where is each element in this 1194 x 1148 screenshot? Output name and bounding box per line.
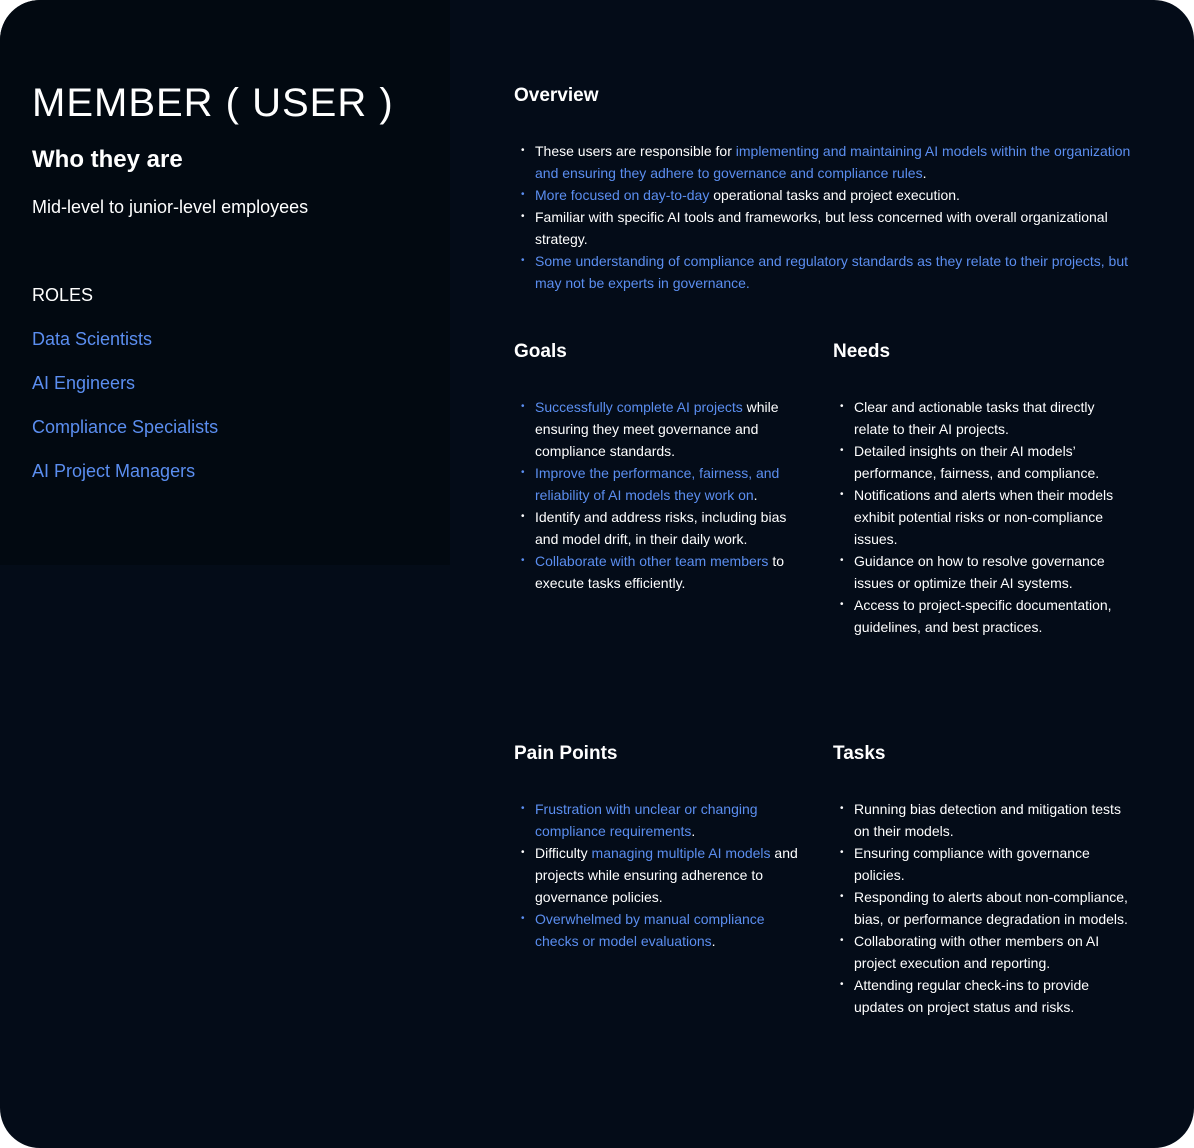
pain-point-item: • Overwhelmed by manual compliance checks or model evaluations.: [514, 908, 799, 952]
overview-item: • Some understanding of compliance and regulatory standards as they relate to their projects, but may not be experts in governance.: [514, 250, 1154, 294]
overview-section: [514, 84, 1154, 294]
roles-heading: ROLES: [32, 285, 94, 305]
who-they-are-heading: Who they are: [32, 146, 183, 173]
task-item: • Ensuring compliance with governance policies.: [833, 842, 1138, 886]
pain-point-item: • Frustration with unclear or changing compliance requirements.: [514, 798, 799, 842]
need-item: • Notifications and alerts when their models exhibit potential risks or non-compliance issues.: [833, 484, 1133, 550]
need-item: • Access to project-specific documentation, guidelines, and best practices.: [833, 594, 1133, 638]
pain-points-list: [514, 798, 799, 952]
role-ai-project-managers[interactable]: AI Project Managers: [32, 461, 196, 481]
roles-list: [32, 327, 218, 503]
need-item: • Clear and actionable tasks that directly relate to their AI projects.: [833, 396, 1133, 440]
persona-sidebar: [0, 0, 450, 565]
overview-item: • These users are responsible for implementing and maintaining AI models within the organization and ensuring they adhere to governance and compliance rules.: [514, 140, 1154, 184]
pain-points-section: [514, 742, 799, 952]
need-item: • Detailed insights on their AI models’ performance, fairness, and compliance.: [833, 440, 1133, 484]
persona-title: MEMBER ( USER ): [32, 81, 394, 125]
goal-item: • Collaborate with other team members to execute tasks efficiently.: [514, 550, 799, 594]
goals-heading: Goals: [514, 341, 567, 362]
task-item: • Running bias detection and mitigation tests on their models.: [833, 798, 1138, 842]
overview-heading: Overview: [514, 85, 599, 106]
goal-item: • Identify and address risks, including bias and model drift, in their daily work.: [514, 506, 799, 550]
needs-heading: Needs: [833, 341, 891, 362]
task-item: • Collaborating with other members on AI project execution and reporting.: [833, 930, 1138, 974]
role-compliance-specialists[interactable]: Compliance Specialists: [32, 417, 219, 437]
needs-list: [833, 396, 1133, 638]
task-item: • Attending regular check-ins to provide updates on project status and risks.: [833, 974, 1138, 1018]
goals-list: [514, 396, 799, 594]
goals-section: [514, 340, 799, 594]
pain-points-heading: Pain Points: [514, 743, 618, 764]
role-data-scientists[interactable]: Data Scientists: [32, 329, 153, 349]
tasks-list: [833, 798, 1138, 1018]
overview-list: [514, 140, 1154, 294]
overview-item: • Familiar with specific AI tools and frameworks, but less concerned with overall organizational strategy.: [514, 206, 1154, 250]
goal-item: • Improve the performance, fairness, and reliability of AI models they work on.: [514, 462, 799, 506]
overview-item: • More focused on day-to-day operational tasks and project execution.: [514, 184, 1154, 206]
task-item: • Responding to alerts about non-compliance, bias, or performance degradation in models.: [833, 886, 1138, 930]
tasks-section: [833, 742, 1138, 1018]
needs-section: [833, 340, 1133, 638]
who-they-are-text: Mid-level to junior-level employees: [32, 197, 309, 217]
pain-point-item: • Difficulty managing multiple AI models and projects while ensuring adherence to governance policies.: [514, 842, 799, 908]
role-ai-engineers[interactable]: AI Engineers: [32, 373, 136, 393]
need-item: • Guidance on how to resolve governance issues or optimize their AI systems.: [833, 550, 1133, 594]
goal-item: • Successfully complete AI projects while ensuring they meet governance and compliance standards.: [514, 396, 799, 462]
tasks-heading: Tasks: [833, 743, 886, 764]
